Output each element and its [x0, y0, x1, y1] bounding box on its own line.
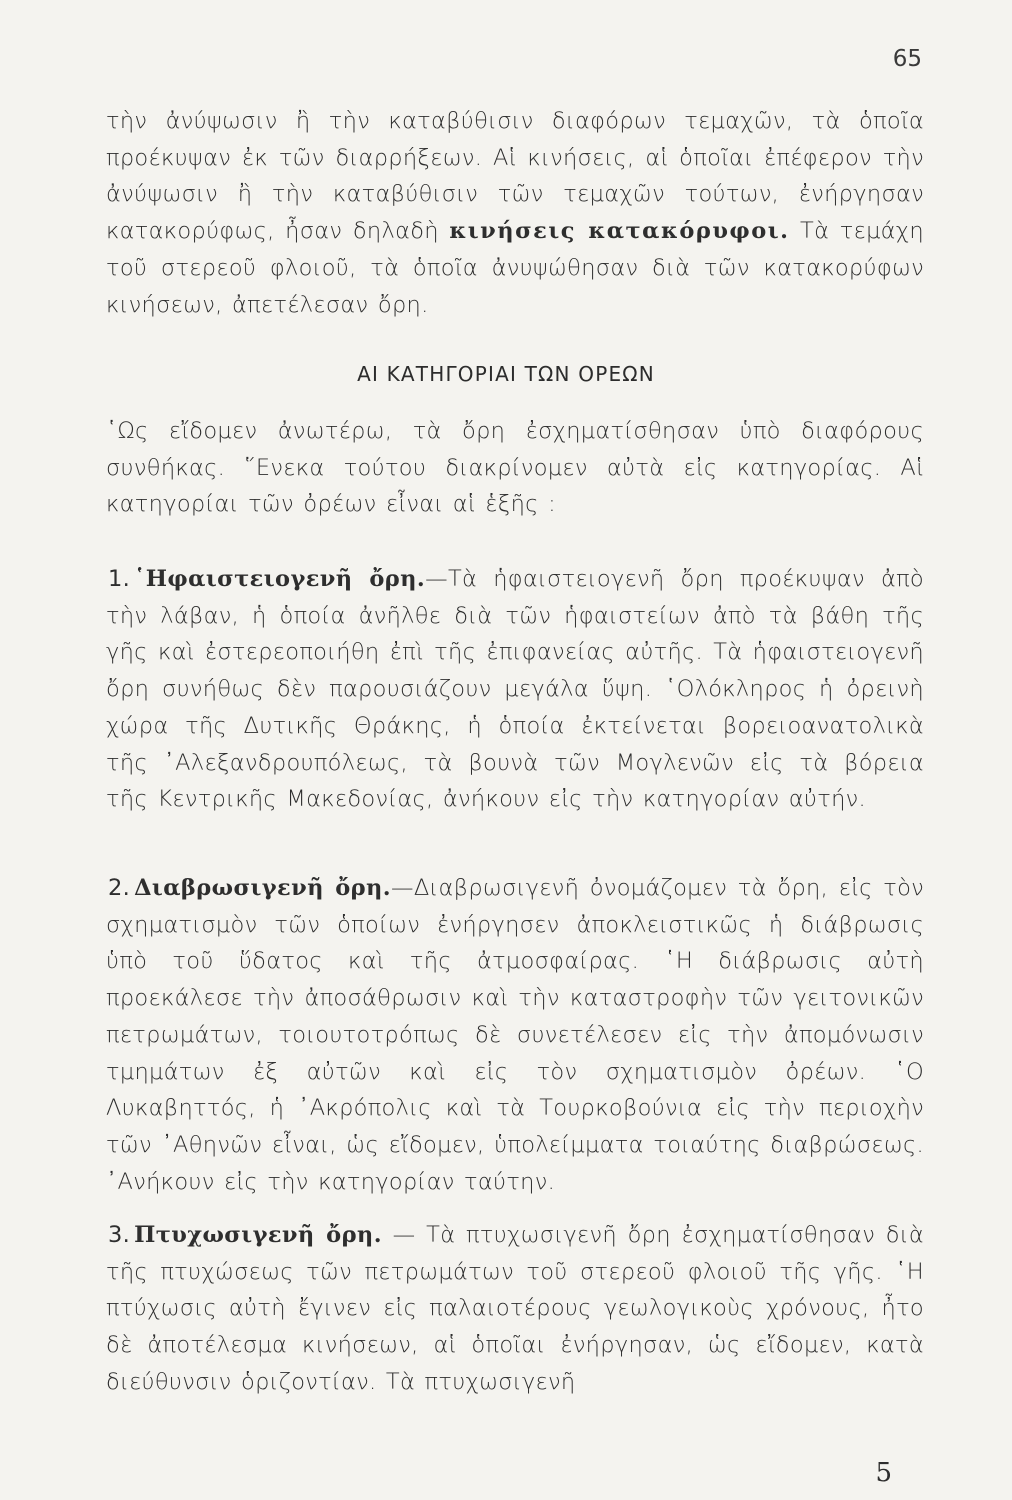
category-item-1	[106, 561, 924, 818]
item-number: 3.	[108, 1222, 131, 1248]
intro-emphasis: κινήσεις κατακόρυφοι.	[449, 218, 790, 245]
section-heading: ΑΙ ΚΑΤΗΓΟΡΙΑΙ ΤΩΝ ΟΡΕΩΝ	[357, 362, 655, 386]
intro-paragraph	[106, 103, 924, 323]
category-item-3	[106, 1217, 924, 1401]
item-term: ῾Ηφαιστειογενῆ ὄρη.	[134, 566, 426, 592]
item-body: —Διαβρωσιγενῆ ὀνομάζομεν τὰ ὄρη, εἰς τὸν σχηματισμὸν τῶν ὁποίων ἐνήργησεν ἀποκλειστικῶς ἡ διάβρωσις ὑπὸ τοῦ ὕδατος καὶ τῆς ἀτμοσφαίρας. ῾Η διάβρωσις αὐτὴ προεκάλεσε τὴν ἀποσάθρωσιν καὶ τὴν καταστροφὴν τῶν γειτονικῶν πετρωμάτων, τοιουτοτρόπως δὲ συνετέλεσεν εἰς τὴν ἀπομόνωσιν τμημάτων ἐξ αὐτῶν καὶ εἰς τὸν σχηματισμὸν ὀρέων. ῾Ο Λυκαβηττός, ἡ ᾿Ακρόπολις καὶ τὰ Τουρκοβούνια εἰς τὴν περιοχὴν τῶν ᾿Αθηνῶν εἶναι, ὡς εἴδομεν, ὑπολείμματα τοιαύτης διαβρώσεως. ᾿Ανήκουν εἰς τὴν κατηγορίαν ταύτην.	[106, 875, 925, 1195]
categories-intro-text: ῾Ως εἴδομεν ἀνωτέρω, τὰ ὄρη ἐσχηματίσθησαν ὑπὸ διαφόρους συνθήκας. ῞Ενεκα τούτου διακρίνομεν αὐτὰ εἰς κατηγορίας. Αἱ κατηγορίαι τῶν ὀρέων εἶναι αἱ ἑξῆς :	[106, 418, 924, 518]
intro-text-before: τὴν ἀνύψωσιν ἢ τὴν καταβύθισιν διαφόρων τεμαχῶν, τὰ ὁποῖα προέκυψαν ἐκ τῶν διαρρήξεων. Αἱ κινήσεις, αἱ ὁποῖαι ἐπέφερον τὴν ἀνύψωσιν ἢ τὴν καταβύθισιν τῶν τεμαχῶν τούτων, ἐνήργησαν κατακορύφως, ἦσαν δηλαδὴ	[106, 108, 924, 245]
item-number: 2.	[108, 875, 131, 901]
item-body: —Τὰ ἡφαιστειογενῆ ὄρη προέκυψαν ἀπὸ τὴν λάβαν, ἡ ὁποία ἀνῆλθε διὰ τῶν ἡφαιστείων ἀπὸ τὰ βάθη τῆς γῆς καὶ ἐστερεοποιήθη ἐπὶ τῆς ἐπιφανείας αὐτῆς. Τὰ ἡφαιστειογενῆ ὄρη συνήθως δὲν παρουσιάζουν μεγάλα ὕψη. ῾Ολόκληρος ἡ ὀρεινὴ χώρα τῆς Δυτικῆς Θράκης, ἡ ὁποία ἐκτείνεται βορειοανατολικὰ τῆς ᾿Αλεξανδρουπόλεως, τὰ βουνὰ τῶν Μογλενῶν εἰς τὰ βόρεια τῆς Κεντρικῆς Μακεδονίας, ἀνήκουν εἰς τὴν κατηγορίαν αὐτήν.	[106, 566, 924, 813]
item-number: 1.	[108, 566, 131, 592]
category-item-2	[106, 870, 924, 1200]
item-term: Πτυχωσιγενῆ ὄρη.	[134, 1222, 382, 1248]
page-number: 65	[892, 46, 922, 72]
item-term: Διαβρωσιγενῆ ὄρη.	[134, 875, 392, 901]
signature-mark: 5	[875, 1458, 892, 1488]
item-body: — Τὰ πτυχωσιγενῆ ὄρη ἐσχηματίσθησαν διὰ τῆς πτυχώσεως τῶν πετρωμάτων τοῦ στερεοῦ φλοιοῦ τῆς γῆς. ῾Η πτύχωσις αὐτὴ ἔγινεν εἰς παλαιοτέρους γεωλογικοὺς χρόνους, ἦτο δὲ ἀποτέλεσμα κινήσεων, αἱ ὁποῖαι ἐνήργησαν, ὡς εἴδομεν, κατὰ διεύθυνσιν ὁριζοντίαν. Τὰ πτυχωσιγενῆ	[106, 1222, 924, 1395]
categories-intro-paragraph	[106, 413, 924, 523]
intro-text-after: Τὰ τεμάχη τοῦ στερεοῦ φλοιοῦ, τὰ ὁποῖα ἀνυψώθησαν διὰ τῶν κατακορύφων κινήσεων, ἀπετέλεσαν ὄρη.	[106, 218, 924, 318]
